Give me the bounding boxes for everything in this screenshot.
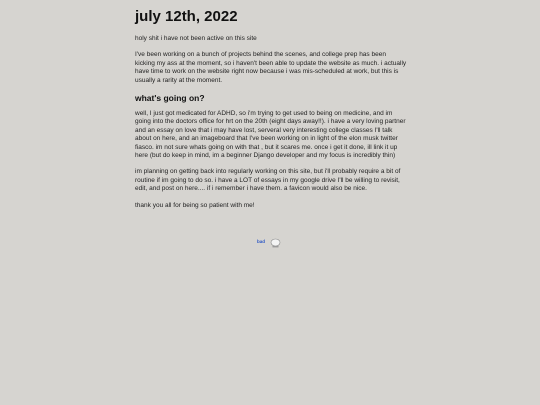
badge-text: bad [257, 239, 266, 244]
post-intro: holy shit i have not been active on this site [135, 35, 257, 42]
post-title: july 12th, 2022 [135, 8, 238, 25]
post-paragraph-1: I've been working on a bunch of projects behind the scenes, and college prep has been kicking my ass at the moment, so i haven't been able to update the website as much. i actually have time to work on the website right now because i was mis-scheduled at work, but this is usually a rarity at the moment. [135, 51, 407, 84]
blog-post [135, 8, 407, 218]
section-heading: what's going on? [135, 93, 205, 104]
post-paragraph-2: well, I just got medicated for ADHD, so i'm trying to get used to being on medicine, and im going into the doctors office for hrt on the 20th (eight days away!!). i have a very loving partner and an essay on love that i may have lost, serveral very interesting college classes I'll talk about on here, and an imageboard that I've been working on in light of the elon musk twitter fiasco. im not sure whats going on with that , but it scares me. once i get it done, ill link it up here (but do keep in mind, im a beginner Django developer and my focus is incredibly thin) [135, 110, 406, 160]
web-badge[interactable] [257, 236, 283, 248]
post-paragraph-4: thank you all for being so patient with me! [135, 201, 255, 209]
post-paragraph-3: im planning on getting back into regularly working on this site, but i'll probably require a bit of routine if im going to do so. i have a LOT of essays in my google drive I'll be willing to revisit, edit, and post on here.... if i remember i have them. a favicon would also be nice. [135, 168, 401, 193]
web-badge-icon [270, 236, 281, 247]
